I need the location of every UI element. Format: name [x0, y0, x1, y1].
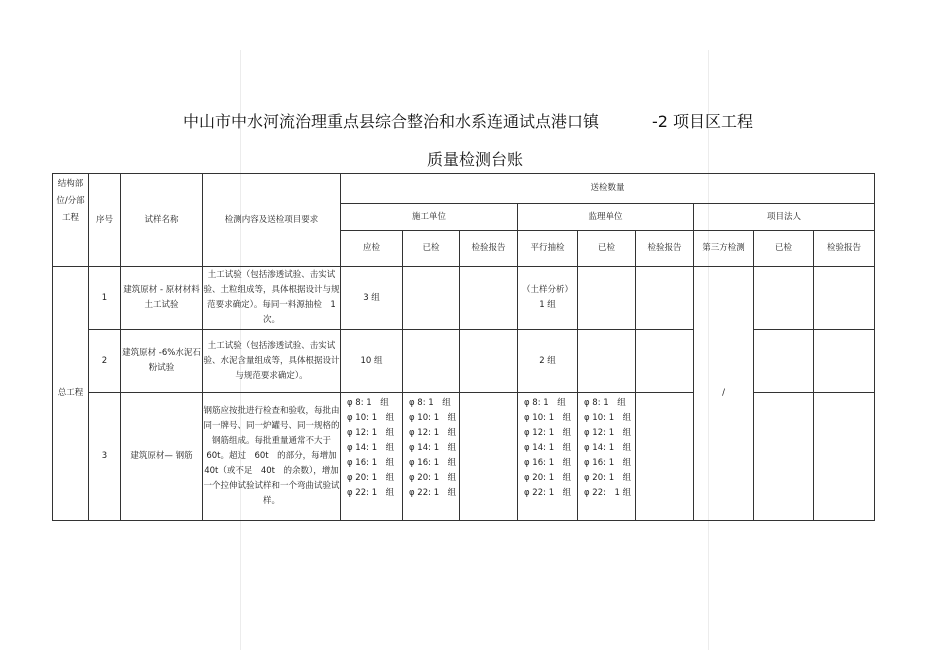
row-supervision-parallel [518, 393, 578, 521]
list-item: φ 16: 1 组 [409, 458, 457, 468]
list-item: φ 10: 1 组 [409, 413, 457, 423]
list-item: φ 20: 1 组 [409, 473, 457, 483]
list-item: φ 20: 1 组 [524, 473, 572, 483]
list-item: φ 16: 1 组 [347, 458, 395, 468]
row-supervision-checked [578, 393, 636, 521]
row-construction-report [460, 267, 518, 330]
list-item: φ 12: 1 组 [347, 428, 395, 438]
list-item: φ 8: 1 组 [524, 398, 566, 408]
header-construction-unit: 施工单位 [341, 204, 518, 231]
list-item: φ 20: 1 组 [347, 473, 395, 483]
row-content: 钢筋应按批进行检查和验收，每批由同一牌号、同一炉罐号、同一规格的钢筋组成。每批重量通常不大于60t。超过 60t 的部分，每增加 40t（或不足 40t 的余数），增加一个拉伸试验试样和一个弯曲试验试样。 [203, 393, 341, 521]
row-legal-checked [754, 393, 814, 521]
row-construction-report [460, 330, 518, 393]
row-sample-name: 建筑原材— 钢筋 [121, 393, 203, 521]
header-structure: 结构部位/分部工程 [53, 174, 89, 267]
row-supervision-parallel: 2 组 [518, 330, 578, 393]
row-supervision-report [636, 393, 694, 521]
row-seq: 3 [89, 393, 121, 521]
division-cell: 总工程 [53, 267, 89, 521]
list-item: φ 12: 1 组 [409, 428, 457, 438]
list-item: φ 22: 1 组 [584, 488, 632, 498]
list-item: φ 10: 1 组 [524, 413, 572, 423]
row-construction-should: 3 组 [341, 267, 403, 330]
list-item: φ 16: 1 组 [584, 458, 632, 468]
row-legal-report [814, 330, 875, 393]
row-sample-name: 建筑原材 - 原材材料土工试验 [121, 267, 203, 330]
list-item: φ 16: 1 组 [524, 458, 572, 468]
header-supervision-report: 检验报告 [636, 231, 694, 267]
row-construction-report [460, 393, 518, 521]
row-legal-report [814, 393, 875, 521]
list-item: φ 12: 1 组 [584, 428, 632, 438]
row-construction-checked [403, 393, 460, 521]
header-third-party: 第三方检测 [694, 231, 754, 267]
header-supervision-checked: 已检 [578, 231, 636, 267]
inspection-ledger-table [52, 173, 875, 521]
row-seq: 1 [89, 267, 121, 330]
list-item: φ 22: 1 组 [347, 488, 395, 498]
header-construction-should: 应检 [341, 231, 403, 267]
list-item: φ 20: 1 组 [584, 473, 632, 483]
row-seq: 2 [89, 330, 121, 393]
list-item: φ 14: 1 组 [409, 443, 457, 453]
header-supervision-parallel: 平行抽检 [518, 231, 578, 267]
row-content: 土工试验（包括渗透试验、击实试验、土粒组成等，具体根据设计与规范要求确定）。每同一料源抽检 1 次。 [203, 267, 341, 330]
list-item: φ 22: 1 组 [524, 488, 572, 498]
header-construction-report: 检验报告 [460, 231, 518, 267]
list-item: φ 14: 1 组 [347, 443, 395, 453]
row-construction-should [341, 393, 403, 521]
list-item: φ 8: 1 组 [584, 398, 626, 408]
list-item: φ 12: 1 组 [524, 428, 572, 438]
list-item: φ 8: 1 组 [347, 398, 389, 408]
row-content: 土工试验（包括渗透试验、击实试验、水泥含量组成等，具体根据设计与规范要求确定）。 [203, 330, 341, 393]
list-item: φ 22: 1 组 [409, 488, 457, 498]
title-suffix: -2 项目区工程 [652, 112, 754, 131]
row-supervision-report [636, 267, 694, 330]
document-subtitle: 质量检测台账 [426, 150, 523, 169]
header-project-legal: 项目法人 [694, 204, 875, 231]
header-legal-checked: 已检 [754, 231, 814, 267]
row-supervision-report [636, 330, 694, 393]
header-supervision-unit: 监理单位 [518, 204, 694, 231]
table-row [53, 267, 875, 330]
list-item: φ 10: 1 组 [584, 413, 632, 423]
row-supervision-checked [578, 267, 636, 330]
header-content: 检测内容及送检项目要求 [203, 174, 341, 267]
header-seq: 序号 [89, 174, 121, 267]
row-sample-name: 建筑原材 -6%水泥石粉试验 [121, 330, 203, 393]
list-item: φ 14: 1 组 [524, 443, 572, 453]
row-legal-report [814, 267, 875, 330]
row-construction-checked [403, 267, 460, 330]
row-construction-checked [403, 330, 460, 393]
list-item: φ 14: 1 组 [584, 443, 632, 453]
list-item: φ 8: 1 组 [409, 398, 451, 408]
title-main: 中山市中水河流治理重点县综合整治和水系连通试点港口镇 [183, 112, 600, 131]
row-legal-checked [754, 330, 814, 393]
header-sample-name: 试样名称 [121, 174, 203, 267]
list-item: φ 10: 1 组 [347, 413, 395, 423]
row-legal-checked [754, 267, 814, 330]
row-supervision-checked [578, 330, 636, 393]
header-send-qty: 送检数量 [341, 174, 875, 204]
header-construction-checked: 已检 [403, 231, 460, 267]
third-party-cell: / [694, 267, 754, 521]
row-construction-should: 10 组 [341, 330, 403, 393]
header-legal-report: 检验报告 [814, 231, 875, 267]
row-supervision-parallel: （土样分析） 1 组 [518, 267, 578, 330]
